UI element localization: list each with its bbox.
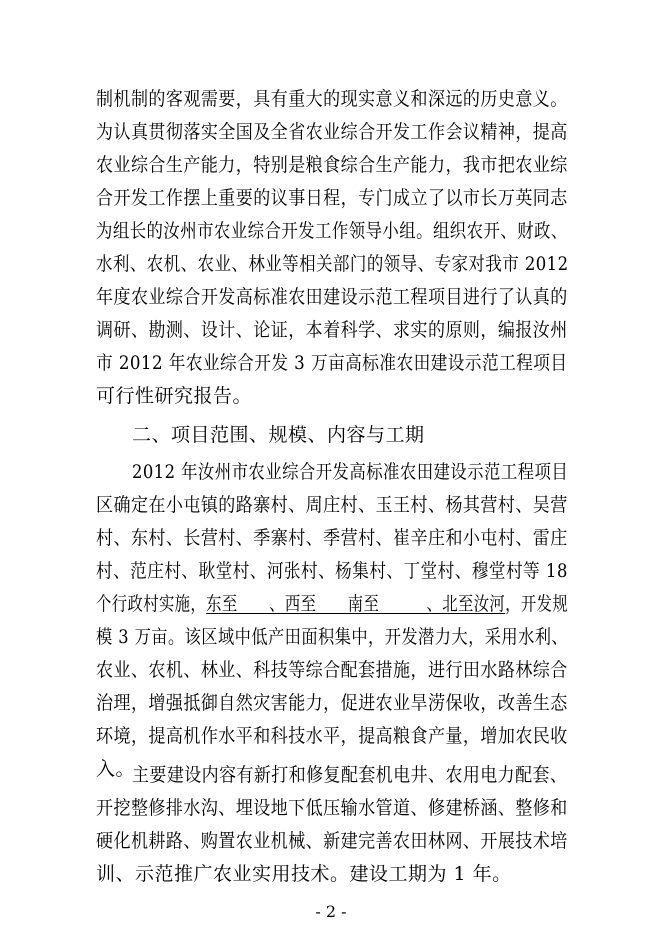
- body-line: 农业综合生产能力，特别是粮食综合生产能力，我市把农业综: [96, 154, 568, 176]
- body-line: [96, 592, 568, 616]
- scope-suffix: ，开发规: [505, 593, 569, 615]
- body-line: 市 2012 年农业综合开发 3 万亩高标准农田建设示范工程项目: [96, 352, 568, 374]
- scope-prefix: 个行政村实施，: [96, 593, 207, 615]
- body-line: 可行性研究报告。: [96, 385, 253, 407]
- body-line: 训、示范推广农业实用技术。建设工期为 1 年。: [96, 863, 512, 885]
- body-line: 为认真贯彻落实全国及全省农业综合开发工作会议精神，提高: [96, 121, 568, 143]
- body-line: 环境，提高机作水平和科技水平，提高粮食产量，增加农民收: [96, 725, 568, 747]
- page-number: - 2 -: [315, 902, 347, 921]
- body-line: 2012 年汝州市农业综合开发高标准农田建设示范工程项目: [132, 461, 569, 483]
- body-line: 主要建设内容有新打和修复配套机电井、农用电力配套、: [132, 764, 568, 786]
- body-line: 开挖整修排水沟、埋设地下低压输水管道、修建桥涵、整修和: [96, 797, 568, 819]
- body-line: 调研、勘测、设计、论证，本着科学、求实的原则，编报汝州: [96, 319, 568, 341]
- body-line: 为组长的汝州市农业综合开发工作领导小组。组织农开、财政、: [96, 220, 568, 242]
- section-heading: 二、项目范围、规模、内容与工期: [132, 424, 425, 446]
- body-line: 治理，增强抵御自然灾害能力，促进农业旱涝保收，改善生态: [96, 692, 568, 714]
- body-line: 年度农业综合开发高标准农田建设示范工程项目进行了认真的: [96, 286, 568, 308]
- body-line: 村、范庄村、耿堂村、河张村、杨集村、丁堂村、穆堂村等 18: [96, 560, 568, 582]
- body-line: 模 3 万亩。该区域中低产田面积集中，开发潜力大，采用水利、: [96, 626, 569, 648]
- body-line: 区确定在小屯镇的路寨村、周庄村、玉王村、杨其营村、吴营: [96, 494, 568, 516]
- body-line: 村、东村、长营村、季寨村、季营村、崔辛庄和小屯村、雷庄: [96, 527, 568, 549]
- body-line: 合开发工作摆上重要的议事日程，专门成立了以市长万英同志: [96, 187, 568, 209]
- body-line: 水利、农机、农业、林业等相关部门的领导、专家对我市 2012: [96, 253, 569, 275]
- boundary-underlined-text: 东至 、西至 南至 、北至汝河: [206, 593, 506, 615]
- body-line: 硬化机耕路、购置农业机械、新建完善农田林网、开展技术培: [96, 830, 568, 852]
- body-line: 入。: [96, 758, 136, 780]
- body-line: 农业、农机、林业、科技等综合配套措施，进行田水路林综合: [96, 659, 568, 681]
- body-line: 制机制的客观需要，具有重大的现实意义和深远的历史意义。: [96, 88, 568, 110]
